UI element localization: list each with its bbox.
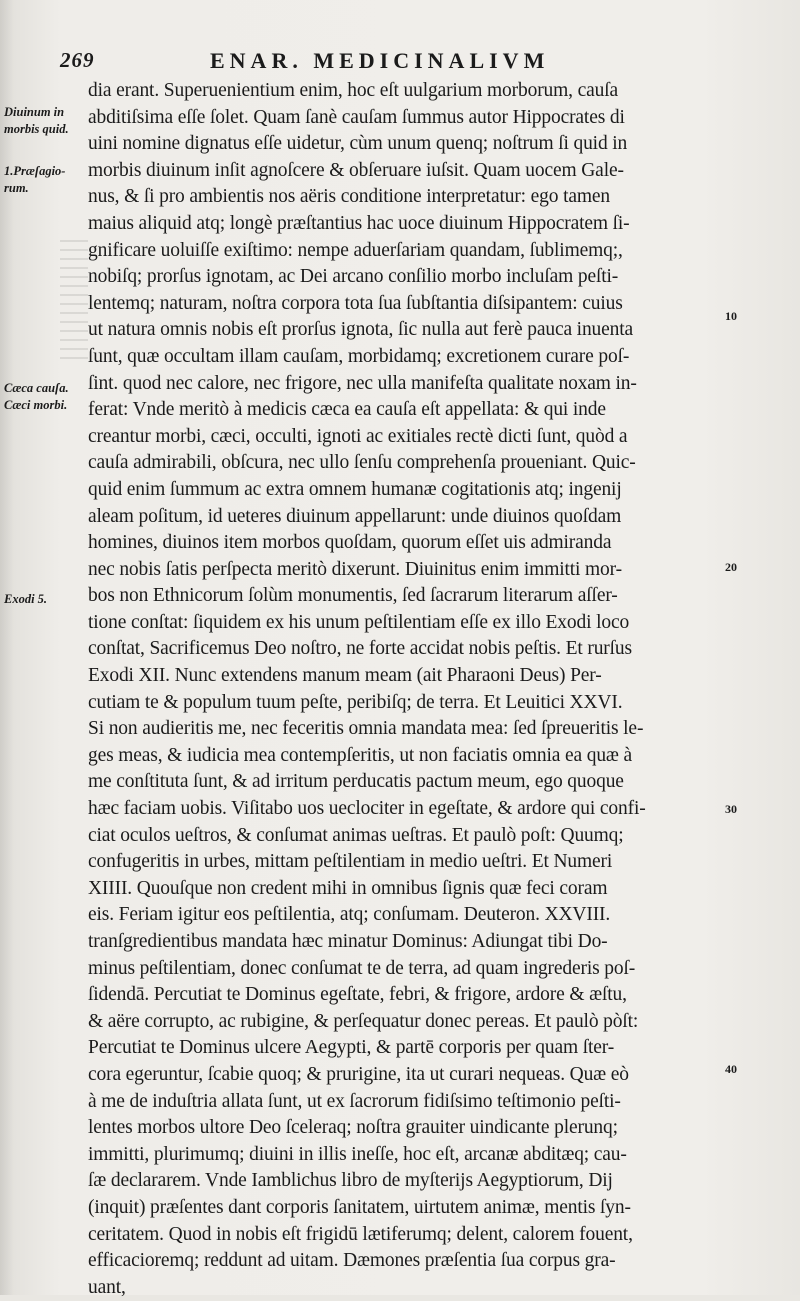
text-line: quid enim ſummum ac extra omnem humanæ cogitationis atq; ingenij bbox=[88, 478, 622, 500]
text-line: cauſa admirabili, obſcura, nec ullo ſenſu comprehenſa proueniant. Quic- bbox=[88, 452, 636, 474]
margin-note bbox=[4, 380, 94, 414]
text-line: gnificare uoluiſſe exiſtimo: nempe aduerſariam quandam, ſublimemq;, bbox=[88, 239, 623, 261]
text-line: Si non audieritis me, nec feceritis omnia mandata mea: ſed ſpreueritis le- bbox=[88, 718, 644, 740]
margin-note-line: Diuinum in bbox=[4, 105, 65, 119]
text-line: ſint. quod nec calore, nec frigore, nec ulla manifeſta qualitate noxam in- bbox=[88, 372, 637, 394]
text-line: ſæ declararem. Vnde Iamblichus libro de myſterijs Aegyptiorum, Dij bbox=[88, 1170, 613, 1192]
text-line: bos non Ethnicorum ſolùm monumentis, ſed ſacrarum literarum aſſer- bbox=[88, 585, 618, 607]
text-line: immitti, plurimumq; diuini in illis ineſſe, hoc eſt, arcanæ abditæq; cau- bbox=[88, 1143, 627, 1165]
text-line: efficacioremq; reddunt ad uitam. Dæmones præſentia ſua corpus gra- bbox=[88, 1250, 616, 1272]
text-line: morbis diuinum inſit agnoſcere & obſeruare iuſsit. Quam uocem Gale- bbox=[88, 159, 624, 181]
line-number: 40 bbox=[725, 1062, 737, 1076]
margin-note bbox=[4, 163, 94, 197]
text-line: uini nomine dignatus eſſe uidetur, cùm unum quenq; noſtrum ſi quid in bbox=[88, 133, 628, 155]
text-line: conſtat, Sacrificemus Deo noſtro, ne forte accidat nobis peſtis. Et rurſus bbox=[88, 638, 632, 660]
text-line: (inquit) præſentes dant corporis ſanitatem, uirtutem animæ, mentis ſyn- bbox=[88, 1196, 631, 1218]
text-line: dia erant. Superuenientium enim, hoc eſt uulgarium morborum, cauſa bbox=[88, 80, 618, 101]
line-number: 20 bbox=[725, 560, 737, 574]
text-line: nus, & ſi pro ambientis nos aëris conditione interpretatur: ego tamen bbox=[88, 186, 610, 208]
margin-note bbox=[4, 104, 94, 138]
margin-note-line: morbis quid. bbox=[4, 122, 69, 136]
text-line: homines, diuinos item morbos quoſdam, quorum eſſet uis admiranda bbox=[88, 532, 612, 554]
text-line: cutiam te & populum tuum peſte, peribiſq; de terra. Et Leuitici XXVI. bbox=[88, 691, 623, 713]
margin-note bbox=[4, 591, 94, 608]
text-line: nobiſq; prorſus ignotam, ac Dei arcano conſilio morbo incluſam peſti- bbox=[88, 266, 619, 288]
text-line: Exodi XII. Nunc extendens manum meam (ait Pharaoni Deus) Per- bbox=[88, 665, 602, 687]
text-line: lentes morbos ultore Deo ſceleraq; noſtra grauiter uindicante plerunq; bbox=[88, 1117, 618, 1139]
margin-note-line: 1.Præſagio- bbox=[4, 164, 66, 178]
text-line: eis. Feriam igitur eos peſtilentia, atq; conſumam. Deuteron. XXVIII. bbox=[88, 904, 611, 926]
margin-note-line: Cæci morbi. bbox=[4, 398, 68, 412]
text-line: & aëre corrupto, ac rubigine, & perſequatur donec pereas. Et paulò pòſt: bbox=[88, 1010, 639, 1032]
text-line: à me de induſtria allata ſunt, ut ex ſacrorum fidiſsimo teſtimonio peſti- bbox=[88, 1090, 621, 1112]
text-line: uant, bbox=[88, 1276, 126, 1298]
text-line: maius aliquid atq; longè præſtantius hac uoce diuinum Hippocratem ſi- bbox=[88, 212, 630, 234]
text-line: ciat oculos ueſtros, & conſumat animas ueſtras. Et paulò poſt: Quumq; bbox=[88, 824, 624, 846]
running-title: ENAR. MEDICINALIVM bbox=[210, 48, 550, 73]
text-line: XIIII. Quouſque non credent mihi in omnibus ſignis quæ feci coram bbox=[88, 877, 608, 899]
text-line: lentemq; naturam, noſtra corpora tota ſua ſubſtantia diſsipantem: cuius bbox=[88, 292, 623, 314]
text-line: ceritatem. Quod in nobis eſt frigidū lætiferumq; delent, calorem fouent, bbox=[88, 1223, 633, 1245]
text-line: ut natura omnis nobis eſt prorſus ignota, ſic nulla aut ferè pauca inuenta bbox=[88, 319, 634, 341]
text-line: Percutiat te Dominus ulcere Aegypti, & partē corporis per quam ſter- bbox=[88, 1037, 615, 1059]
text-line: confugeritis in urbes, mittam peſtilentiam in medio ueſtri. Et Numeri bbox=[88, 851, 613, 873]
text-line: cora egeruntur, ſcabie quoq; & prurigine, ita ut curari nequeas. Quæ eò bbox=[88, 1063, 629, 1085]
margin-note-line: Exodi 5. bbox=[4, 592, 48, 606]
line-number: 30 bbox=[725, 802, 737, 816]
line-number: 10 bbox=[725, 309, 737, 323]
text-line: tione conſtat: ſiquidem ex his unum peſtilentiam eſſe ex illo Exodi loco bbox=[88, 611, 630, 633]
page-number: 269 bbox=[60, 48, 95, 72]
page-header bbox=[60, 44, 760, 78]
text-line: tranſgredientibus mandata hæc minatur Dominus: Adiungat tibi Do- bbox=[88, 931, 608, 952]
margin-note-line: rum. bbox=[4, 181, 29, 195]
text-line: minus peſtilentiam, donec conſumat te de terra, ad quam ingrederis poſ- bbox=[88, 957, 636, 979]
text-line: aleam poſitum, id ueteres diuinum appellarunt: unde diuinos quoſdam bbox=[88, 505, 622, 527]
text-line: ges meas, & iudicia mea contempſeritis, ut non faciatis omnia ea quæ à bbox=[88, 744, 633, 766]
text-line: ſunt, quæ occultam illam cauſam, morbidamq; excretionem curare poſ- bbox=[88, 345, 630, 367]
body-text bbox=[88, 78, 728, 1301]
text-line: me conſtituta ſunt, & ad irritum perducatis pactum meum, ego quoque bbox=[88, 771, 624, 793]
text-line: creantur morbi, cæci, occulti, ignoti ac exitiales rectè dicti ſunt, quòd a bbox=[88, 425, 628, 447]
text-line: ſidendā. Percutiat te Dominus egeſtate, febri, & frigore, ardore & æſtu, bbox=[88, 984, 627, 1006]
line-numbers bbox=[725, 0, 765, 1295]
margin-note-line: Cæca cauſa. bbox=[4, 381, 69, 395]
text-line: ferat: Vnde meritò à medicis cæca ea cauſa eſt appellata: & qui inde bbox=[88, 399, 606, 421]
text-line: abditiſsima eſſe ſolet. Quam ſanè cauſam ſummus autor Hippocrates di bbox=[88, 106, 625, 128]
text-line: hæc faciam uobis. Viſitabo uos ueclociter in egeſtate, & ardore qui confi- bbox=[88, 798, 646, 820]
margin-notes bbox=[0, 0, 92, 1295]
text-line: nec nobis ſatis perſpecta meritò dixerunt. Diuinitus enim immitti mor- bbox=[88, 558, 622, 580]
